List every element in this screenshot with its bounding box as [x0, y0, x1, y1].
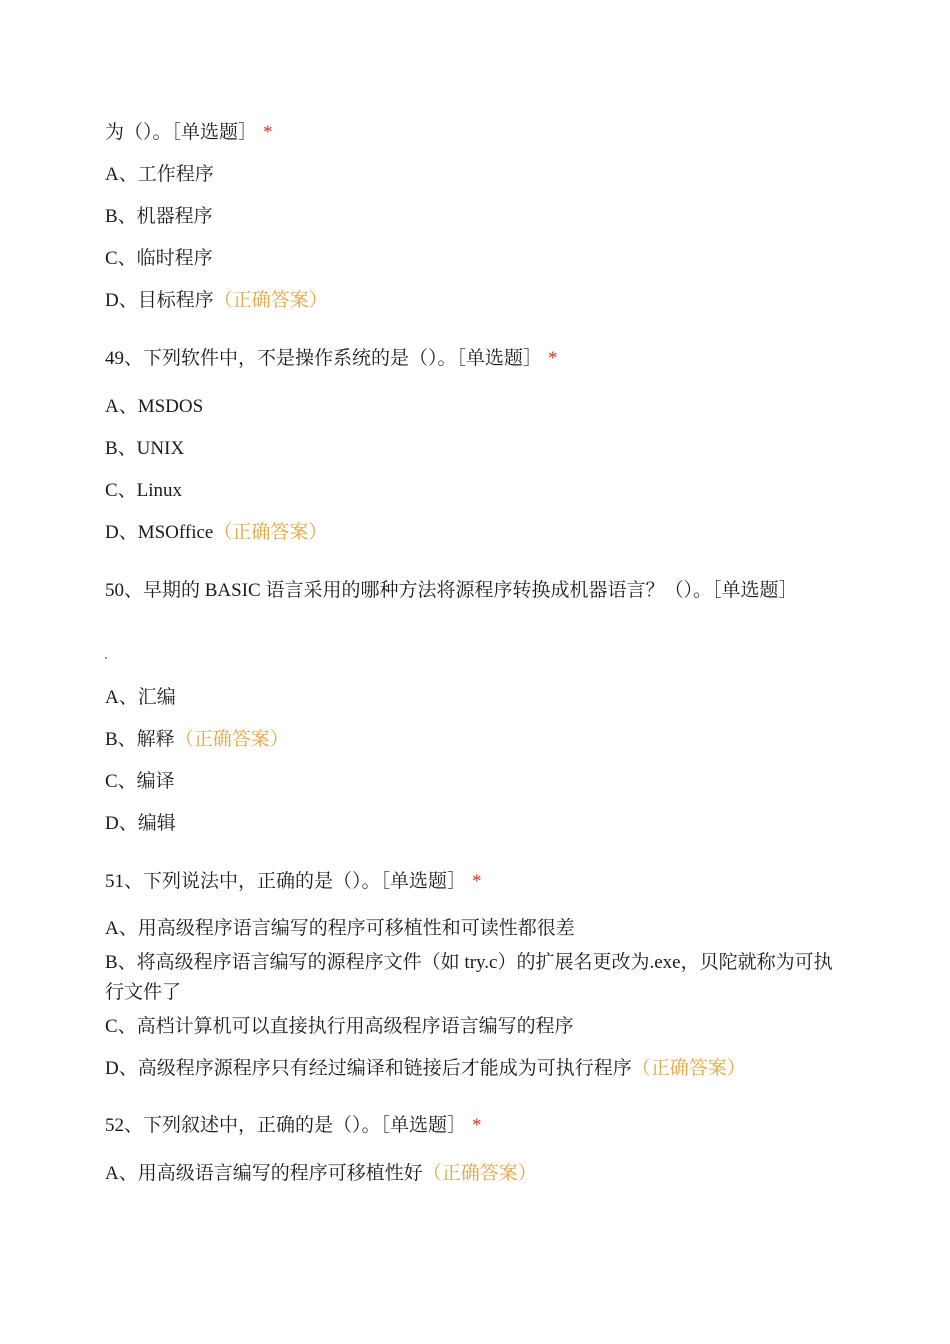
option-d: D、MSOffice（正确答案）	[105, 522, 328, 543]
required-marker: *	[548, 348, 558, 369]
option-d: D、目标程序（正确答案）	[105, 290, 328, 311]
option-b: B、机器程序	[105, 206, 213, 227]
question-stem: 51、下列说法中，正确的是（）。［单选题］ *	[105, 871, 482, 892]
option-c: C、编译	[105, 771, 175, 792]
correct-answer-tag: （正确答案）	[631, 1058, 746, 1079]
option-d: D、编辑	[105, 813, 176, 834]
question-stem: 为（）。［单选题］ *	[105, 122, 273, 143]
option-b: B、UNIX	[105, 438, 185, 459]
stray-mark	[105, 657, 107, 659]
option-b: B、解释（正确答案）	[105, 729, 289, 750]
option-a: A、MSDOS	[105, 396, 204, 417]
required-marker: *	[263, 122, 273, 143]
option-d: D、高级程序源程序只有经过编译和链接后才能成为可执行程序（正确答案）	[105, 1058, 746, 1079]
option-b: B、将高级程序语言编写的源程序文件（如 try.c）的扩展名更改为.exe，贝陀就称为可执行文件了	[105, 952, 833, 1003]
option-c: C、高档计算机可以直接执行用高级程序语言编写的程序	[105, 1016, 574, 1037]
correct-answer-tag: （正确答案）	[213, 522, 328, 543]
option-a: A、汇编	[105, 687, 176, 708]
correct-answer-tag: （正确答案）	[422, 1163, 537, 1184]
option-a: A、用高级程序语言编写的程序可移植性和可读性都很差	[105, 918, 575, 939]
option-a: A、用高级语言编写的程序可移植性好（正确答案）	[105, 1163, 537, 1184]
correct-answer-tag: （正确答案）	[213, 290, 328, 311]
option-c: C、Linux	[105, 480, 183, 501]
required-marker: *	[472, 1115, 482, 1136]
correct-answer-tag: （正确答案）	[174, 729, 289, 750]
question-stem: 52、下列叙述中，正确的是（）。［单选题］ *	[105, 1115, 482, 1136]
option-c: C、临时程序	[105, 248, 213, 269]
question-stem: 50、早期的 BASIC 语言采用的哪种方法将源程序转换成机器语言？（）。［单选题］	[105, 580, 798, 601]
question-stem: 49、下列软件中，不是操作系统的是（）。［单选题］ *	[105, 348, 558, 369]
option-a: A、工作程序	[105, 164, 214, 185]
required-marker: *	[472, 871, 482, 892]
